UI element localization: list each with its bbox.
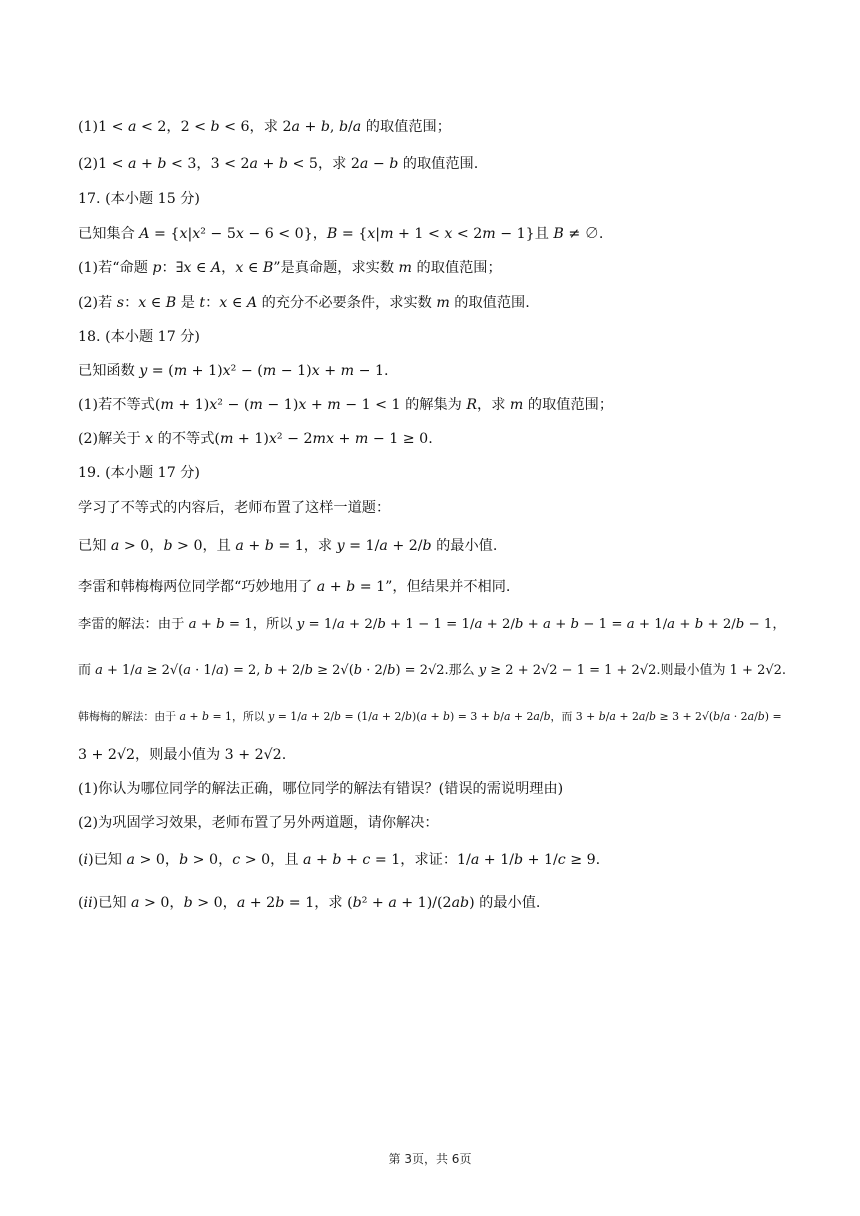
q16-part2: (2)1 < 𝑎 + 𝑏 < 3，3 < 2𝑎 + 𝑏 < 5，求 2𝑎 − 𝑏 的取值范围. xyxy=(78,156,479,172)
q18-stem: 已知函数 𝑦 = (𝑚 + 1)𝑥² − (𝑚 − 1)𝑥 + 𝑚 − 1. xyxy=(78,363,389,379)
hanmeimei-solution-line2: 3 + 2√2，则最小值为 3 + 2√2. xyxy=(78,747,287,763)
q17-part2: (2)若 𝑠：𝑥 ∈ 𝐵 是 𝑡：𝑥 ∈ 𝐴 的充分不必要条件，求实数 𝑚 的取值范围. xyxy=(78,295,530,311)
q19-header: 19. (本小题 17 分) xyxy=(78,465,200,481)
lilei-solution-line1: 李雷的解法：由于 𝑎 + 𝑏 = 1，所以 𝑦 = 1/𝑎 + 2/𝑏 + 1 − 1 = 1/𝑎 + 2/𝑏 + 𝑎 + 𝑏 − 1 = 𝑎 + 1/𝑎 + 𝑏 + 2/𝑏 − 1， xyxy=(78,617,786,632)
q19-part2: (2)为巩固学习效果，老师布置了另外两道题，请你解决： xyxy=(78,815,439,831)
q18-header: 18. (本小题 17 分) xyxy=(78,329,200,345)
q17-part1: (1)若“命题 𝑝：∃𝑥 ∈ 𝐴，𝑥 ∈ 𝐵”是真命题，求实数 𝑚 的取值范围； xyxy=(78,260,502,276)
q19-part1: (1)你认为哪位同学的解法正确，哪位同学的解法有错误？(错误的需说明理由) xyxy=(78,781,564,797)
q17-stem: 已知集合 𝐴 = {𝑥|𝑥² − 5𝑥 − 6 < 0}，𝐵 = {𝑥|𝑚 + 1 < 𝑥 < 2𝑚 − 1}且 𝐵 ≠ ∅. xyxy=(78,226,604,242)
q16-part1: (1)1 < 𝑎 < 2，2 < 𝑏 < 6，求 2𝑎 + 𝑏, 𝑏/𝑎 的取值范围； xyxy=(78,119,451,135)
q18-part1: (1)若不等式(𝑚 + 1)𝑥² − (𝑚 − 1)𝑥 + 𝑚 − 1 < 1 的解集为 𝑅，求 𝑚 的取值范围； xyxy=(78,397,614,413)
q19-part2-i: (𝑖)已知 𝑎 > 0，𝑏 > 0，𝑐 > 0，且 𝑎 + 𝑏 + 𝑐 = 1，求证：1/𝑎 + 1/𝑏 + 1/𝑐 ≥ 9. xyxy=(78,852,601,868)
q19-note: 李雷和韩梅梅两位同学都“巧妙地用了 𝑎 + 𝑏 = 1”，但结果并不相同. xyxy=(78,579,511,595)
hanmeimei-solution-line1: 韩梅梅的解法：由于 𝑎 + 𝑏 = 1，所以 𝑦 = 1/𝑎 + 2/𝑏 = (1/𝑎 + 2/𝑏)(𝑎 + 𝑏) = 3 + 𝑏/𝑎 + 2𝑎/𝑏，而 3 + 𝑏/𝑎 + 2𝑎/𝑏 ≥ 3 + 2√(𝑏/𝑎 · 2𝑎/𝑏) = xyxy=(78,710,782,723)
q19-problem: 已知 𝑎 > 0，𝑏 > 0，且 𝑎 + 𝑏 = 1，求 𝑦 = 1/𝑎 + 2/𝑏 的最小值. xyxy=(78,538,498,554)
q19-intro: 学习了不等式的内容后，老师布置了这样一道题： xyxy=(78,500,391,516)
q17-header: 17. (本小题 15 分) xyxy=(78,191,200,207)
q19-part2-ii: (𝑖𝑖)已知 𝑎 > 0，𝑏 > 0，𝑎 + 2𝑏 = 1，求 (𝑏² + 𝑎 + 1)/(2𝑎𝑏) 的最小值. xyxy=(78,895,541,911)
q18-part2: (2)解关于 𝑥 的不等式(𝑚 + 1)𝑥² − 2𝑚𝑥 + 𝑚 − 1 ≥ 0. xyxy=(78,431,433,447)
lilei-solution-line2: 而 𝑎 + 1/𝑎 ≥ 2√(𝑎 · 1/𝑎) = 2, 𝑏 + 2/𝑏 ≥ 2√(𝑏 · 2/𝑏) = 2√2.那么 𝑦 ≥ 2 + 2√2 − 1 = 1 + 2√2.则最小值为 1 + 2√2. xyxy=(78,663,787,678)
page-footer: 第 3页，共 6页 xyxy=(388,1152,472,1166)
